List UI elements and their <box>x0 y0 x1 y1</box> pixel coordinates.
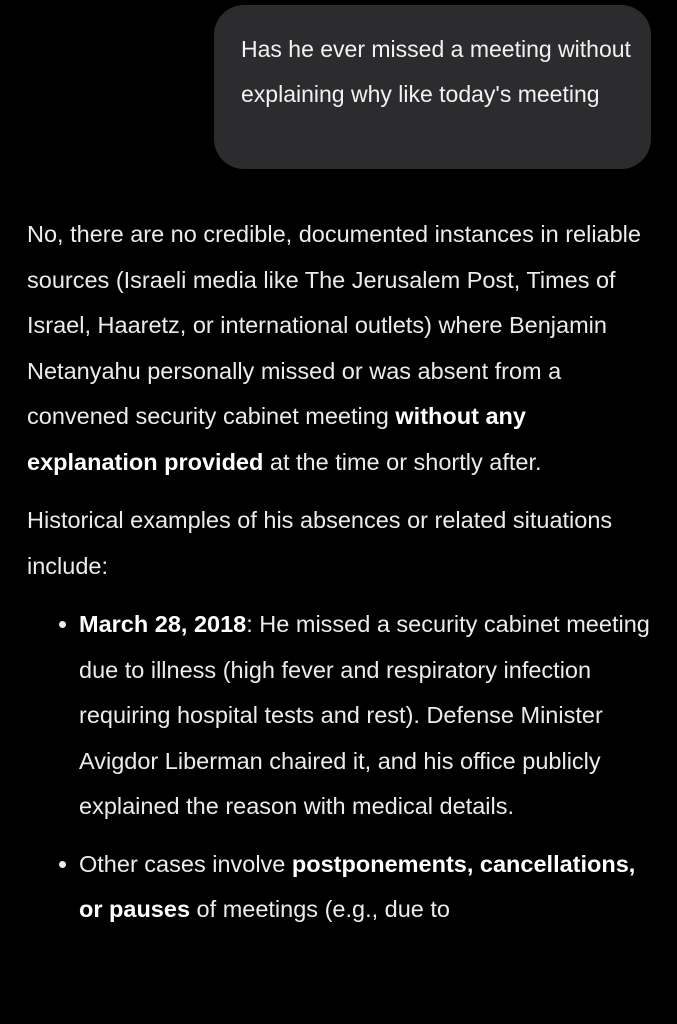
bullet-2-prefix: Other cases involve <box>79 850 292 877</box>
bullet-2-text: of meetings (e.g., due to <box>190 896 450 922</box>
response-paragraph-1 <box>27 212 657 485</box>
list-item <box>27 602 657 830</box>
assistant-response <box>27 212 657 945</box>
bullet-1-date: March 28, 2018 <box>79 611 247 637</box>
paragraph-1-bold-phrase: without any explanation provided <box>27 403 526 475</box>
bullet-dot-icon <box>59 861 66 868</box>
list-item <box>27 842 657 933</box>
bullet-dot-icon <box>59 621 66 628</box>
response-bullet-list <box>27 602 657 933</box>
bullet-2-bold-phrase: postponements, cancellations, or pauses <box>79 850 636 922</box>
paragraph-1-text-start: No, there are no credible, documented instances in reliable sources (Israeli media like The Jerusalem Post, Times of Israel, Haaretz, or international outlets) where Benjamin Netanyahu personally missed or was absent from a convened security cabinet meeting <box>27 221 641 429</box>
response-paragraph-2: Historical examples of his absences or related situations include: <box>27 507 613 579</box>
bullet-1-text: : He missed a security cabinet meeting due to illness (high fever and respiratory infection requiring hospital tests and rest). Defense Minister Avigdor Liberman chaired it, and his office publicly explained the reason with medical details. <box>79 611 650 819</box>
user-message-text: Has he ever missed a meeting without explaining why like today's meeting <box>241 36 631 107</box>
user-message-bubble <box>214 5 651 169</box>
paragraph-1-text-end: at the time or shortly after. <box>263 448 542 475</box>
